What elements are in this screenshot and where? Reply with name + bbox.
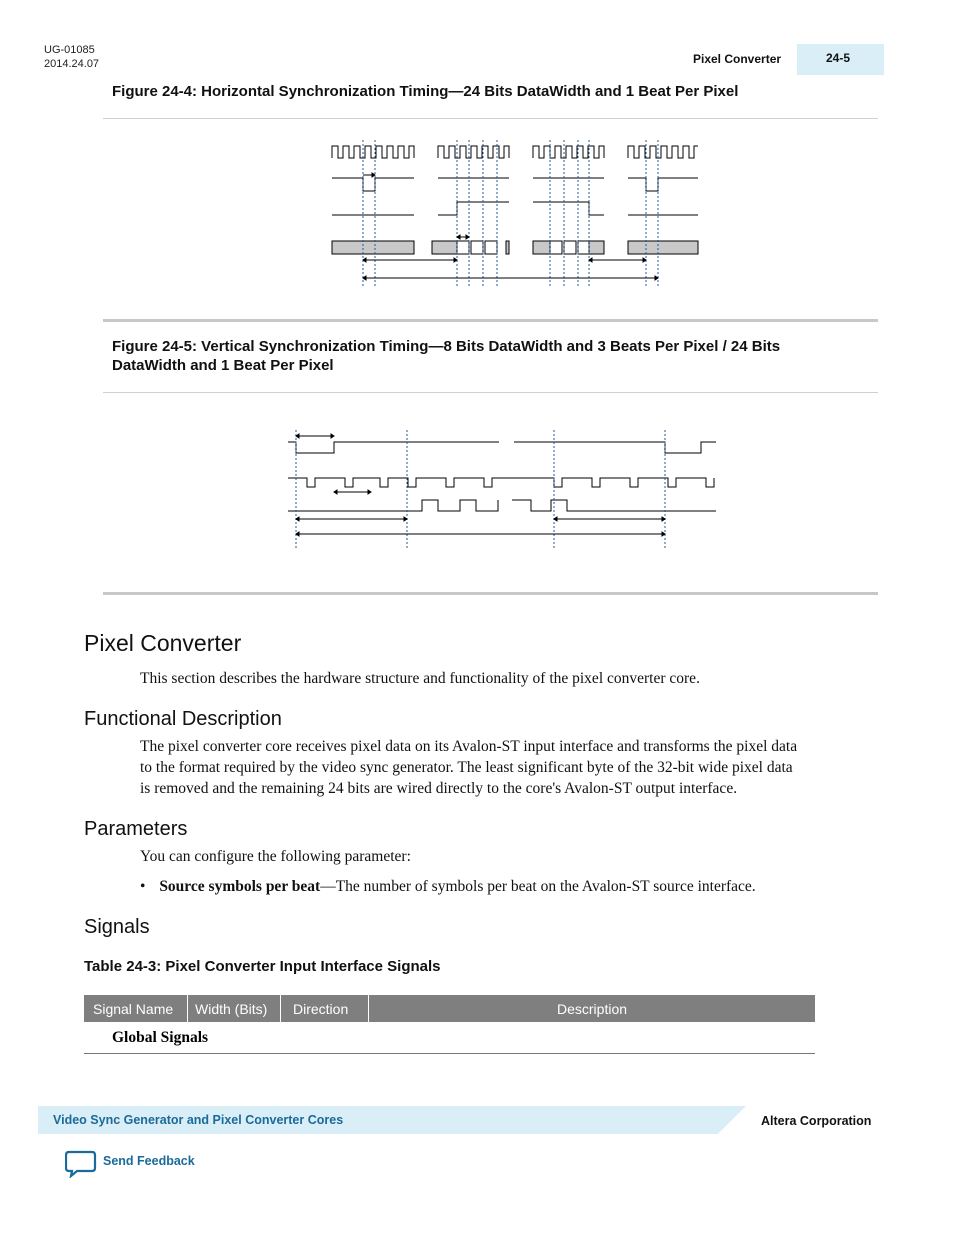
signals-table	[84, 995, 815, 1054]
functional-description-paragraph	[140, 736, 880, 799]
header-section-title: Pixel Converter	[693, 52, 782, 66]
column-header-description: Description	[556, 1000, 628, 1017]
functional-line-2: to the format required by the video sync generator. The least significant byte of the 32-bit wide pixel data	[140, 759, 793, 776]
table-header	[84, 995, 815, 1022]
column-header-signal-name: Signal Name	[84, 995, 188, 1022]
pixel-converter-intro: This section describes the hardware structure and functionality of the pixel converter core.	[140, 670, 700, 687]
feedback-icon[interactable]	[65, 1150, 97, 1178]
vertical-timing-diagram	[284, 428, 720, 552]
footer-doc-title[interactable]: Video Sync Generator and Pixel Converter Cores	[53, 1113, 344, 1127]
bullet-text: —The number of symbols per beat on the Avalon-ST source interface.	[320, 878, 756, 895]
section-heading-pixel-converter: Pixel Converter	[84, 630, 242, 656]
figure5-title-line2: DataWidth and 1 Beat Per Pixel	[112, 357, 334, 374]
column-header-width: Width (Bits)	[188, 995, 281, 1022]
functional-line-3: is removed and the remaining 24 bits are wired directly to the core's Avalon-ST output interface.	[140, 780, 738, 797]
figure4-title: Figure 24-4: Horizontal Synchronization Timing—24 Bits DataWidth and 1 Beat Per Pixel	[112, 83, 739, 100]
doc-id: UG-01085	[44, 44, 95, 56]
doc-date: 2014.24.07	[44, 58, 100, 70]
column-header-direction: Direction	[281, 995, 369, 1022]
heading-signals: Signals	[84, 916, 150, 938]
heading-parameters: Parameters	[84, 818, 188, 840]
figure5-title	[112, 337, 872, 375]
bullet-dot: •	[140, 878, 146, 895]
bullet-term: Source symbols per beat	[159, 878, 321, 895]
table-group-row: Global Signals	[84, 1022, 815, 1054]
page-number: 24-5	[826, 51, 851, 65]
parameter-bullet	[140, 876, 756, 897]
figure5-top-rule	[103, 392, 878, 393]
figure5-bottom-rule	[103, 592, 878, 595]
parameters-intro: You can configure the following parameter:	[140, 848, 411, 865]
figure4-top-rule	[103, 118, 878, 119]
figure5-title-line1: Figure 24-5: Vertical Synchronization Timing—8 Bits DataWidth and 3 Beats Per Pixel / 24 Bits	[112, 338, 781, 355]
doc-id-block	[44, 43, 99, 71]
send-feedback-link[interactable]: Send Feedback	[103, 1154, 195, 1168]
footer-company: Altera Corporation	[761, 1114, 872, 1128]
heading-functional-description: Functional Description	[84, 708, 282, 730]
functional-line-1: The pixel converter core receives pixel data on its Avalon-ST input interface and transforms the pixel data	[140, 738, 798, 755]
figure4-bottom-rule	[103, 319, 878, 322]
horizontal-timing-diagram	[328, 138, 703, 290]
table-caption: Table 24-3: Pixel Converter Input Interface Signals	[84, 958, 441, 975]
